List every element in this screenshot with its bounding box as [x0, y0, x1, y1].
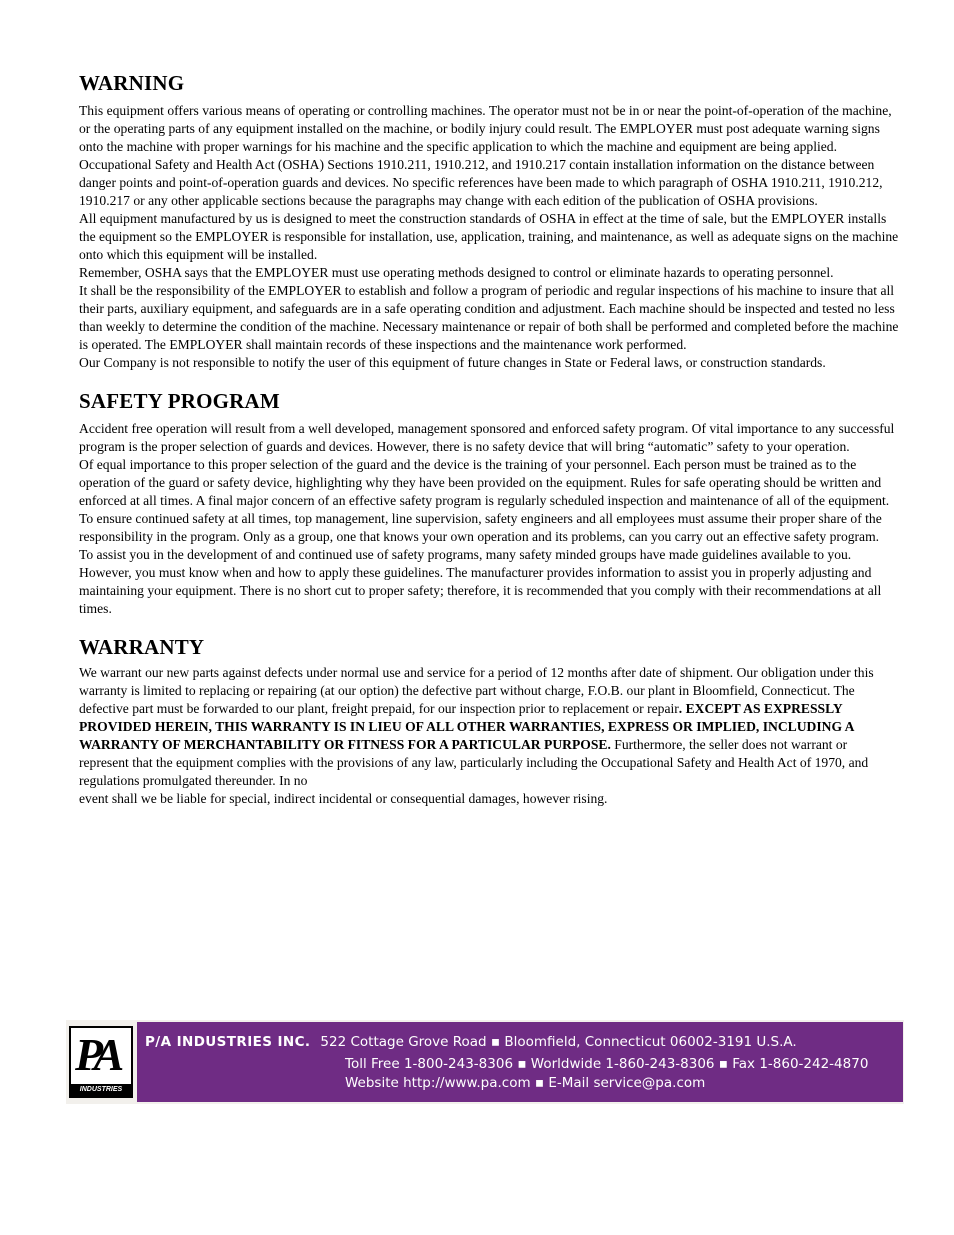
logo-letters: PA	[75, 1029, 119, 1080]
company-name: P/A INDUSTRIES INC.	[145, 1034, 311, 1050]
warning-heading: WARNING	[79, 71, 185, 95]
safety-paragraph: Accident free operation will result from a well developed, management sponsored and enforced safety program. Of vital importance to any successful program is the proper selection of guards and devices. However, there is no safety device that will bring “automatic” safety to your operation.	[79, 421, 895, 454]
warranty-text: We warrant our new parts against defects under normal use and service for a period of 12 months after date of shipment. Our obligation under this warranty is limited to replacing or repairing (at our option) the defective part without charge, F.O.B. our plant in Bloomfield, Connecticut. The defective part must be forwarded to our plant, freight prepaid, for our inspection prior to replacement or repair	[79, 665, 874, 716]
company-phones: Toll Free 1-800-243-8306 ▪ Worldwide 1-860-243-8306 ▪ Fax 1-860-242-4870	[345, 1056, 869, 1072]
warning-paragraph: It shall be the responsibility of the EMPLOYER to establish and follow a program of periodic and regular inspections of his machine to insure that all their parts, auxiliary equipment, and safeguards are in a safe operating condition and adjustment. Each machine should be inspected and tested no less than weekly to determine the condition of the machine. Necessary maintenance or repair of both shall be performed and completed before the machine is operated. The EMPLOYER shall maintain records of these inspections and the maintenance work performed.	[79, 283, 899, 352]
warranty-text-continued: Furthermore, the seller does not warrant or represent that the equipment complies with the provisions of any law, particularly including the Occupational Safety and Health Act of 1970, and regulations promulgated thereunder. In no	[79, 737, 869, 788]
logo-subtitle: INDUSTRIES	[71, 1084, 131, 1096]
safety-paragraph: To ensure continued safety at all times, top management, line supervision, safety engineers and all employees must assume their proper share of the responsibility in the program. Only as a group, one that knows your own operation and its problems, can you carry out an effective safety program.	[79, 511, 882, 544]
warranty-disclaimer: . EXCEPT AS EXPRESSLY PROVIDED HEREIN, THIS WARRANTY IS IN LIEU OF ALL OTHER WARRANTIES, EXPRESS OR IMPLIED, INCLUDING A WARRANTY OF MERCHANTABILITY OR FITNESS FOR A PARTICULAR PURPOSE.	[79, 701, 854, 752]
company-web: Website http://www.pa.com ▪ E-Mail service@pa.com	[345, 1075, 706, 1091]
safety-paragraph: Of equal importance to this proper selection of the guard and the device is the training of your personnel. Each person must be trained as to the operation of the guard or safety device, highlighting why they have been provided on the equipment. Rules for safe operating should be written and enforced at all times. A final major concern of an effective safety program is regularly scheduled inspection and maintenance of all of the equipment.	[79, 457, 890, 508]
safety-paragraph: To assist you in the development of and continued use of safety programs, many safety minded groups have made guidelines available to you. However, you must know when and how to apply these guidelines. The manufacturer provides information to assist you in properly adjusting and maintaining your equipment. There is no short cut to proper safety; therefore, it is recommended that you comply with their recommendations at all times.	[79, 547, 882, 616]
warranty-paragraph	[79, 664, 899, 790]
safety-program-heading: SAFETY PROGRAM	[79, 389, 280, 413]
document-body	[79, 70, 899, 824]
warning-paragraph: All equipment manufactured by us is designed to meet the construction standards of OSHA in effect at the time of sale, but the EMPLOYER installs the equipment so the EMPLOYER is responsible for installation, use, application, training, and maintenance, as well as adequate signs on the machine onto which this equipment will be installed.	[79, 211, 899, 262]
company-logo	[69, 1026, 133, 1098]
warning-section	[79, 70, 899, 372]
warning-paragraph: Our Company is not responsible to notify the user of this equipment of future changes in State or Federal laws, or construction standards.	[79, 355, 826, 370]
warranty-section	[79, 634, 899, 808]
warranty-last-line: event shall we be liable for special, indirect incidental or consequential damages, however rising.	[79, 791, 608, 806]
warranty-heading: WARRANTY	[79, 635, 205, 659]
warning-paragraph: This equipment offers various means of operating or controlling machines. The operator must not be in or near the point-of-operation of the machine, or the operating parts of any equipment installed on the machine, or bodily injury could result. The EMPLOYER must post adequate warning signs onto the machine with proper warnings for his machine and the specific application to which the machine and equipment are being applied.	[79, 103, 892, 154]
company-address: 522 Cottage Grove Road ▪ Bloomfield, Connecticut 06002-3191 U.S.A.	[320, 1034, 797, 1050]
footer-banner	[66, 1020, 904, 1104]
contact-band	[137, 1022, 903, 1102]
warning-paragraph: Remember, OSHA says that the EMPLOYER must use operating methods designed to control or eliminate hazards to operating personnel.	[79, 265, 834, 280]
safety-program-section	[79, 388, 899, 618]
company-address-line	[145, 1034, 797, 1050]
warning-paragraph: Occupational Safety and Health Act (OSHA) Sections 1910.211, 1910.212, and 1910.217 contain installation information on the distance between danger points and point-of-operation guards and devices. No specific references have been made to which paragraph of OSHA 1910.211, 1910.212, 1910.217 or any other applicable sections because the paragraphs may change with each edition of the publication of OSHA provisions.	[79, 157, 883, 208]
